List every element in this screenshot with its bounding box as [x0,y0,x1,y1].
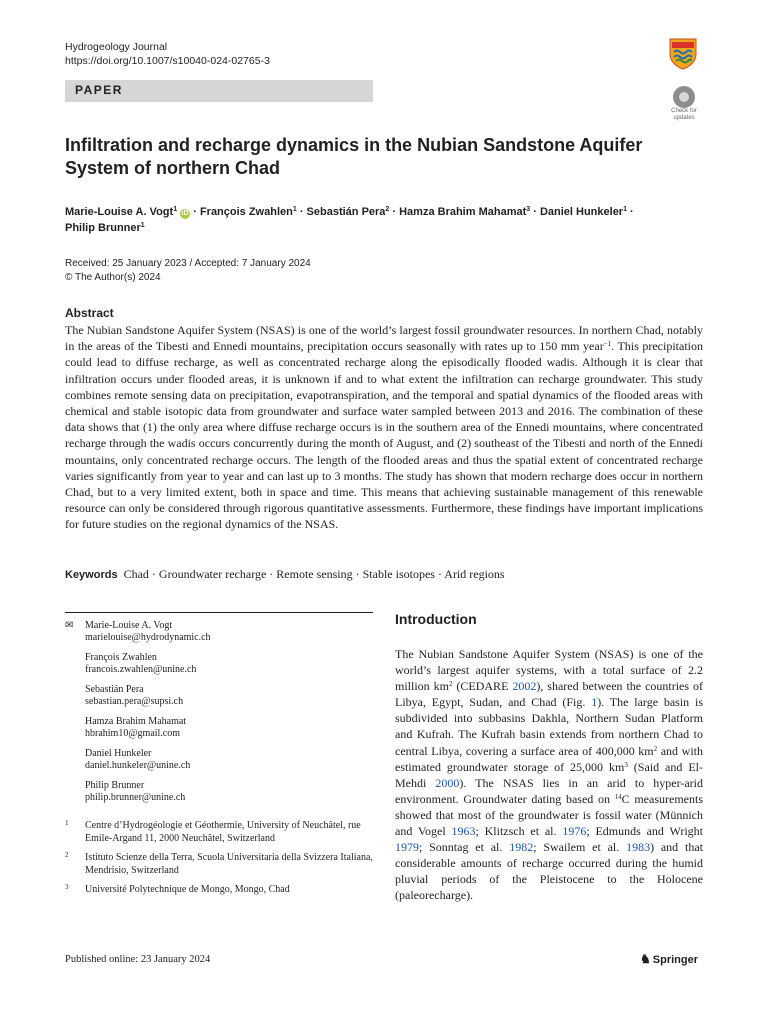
abstract-text: The Nubian Sandstone Aquifer System (NSAS) is one of the world’s largest fossil groundwater resources. In northern Chad, notably in the areas of the Tibesti and Ennedi mountains, precipitation occurs seasonally with rates up to 150 mm year [65,323,703,354]
author-list: Marie-Louise A. Vogt$^1$ iD · François Zwahlen$^1$ · Sebastián Pera$^2$ · Hamza Brahim Mahamat$^3$ · Daniel Hunkeler$^1$ · Philip Brunner$^1$ [65,206,634,234]
doi-link[interactable]: https://doi.org/10.1007/s10040-024-02765-3 [65,55,270,67]
keywords-label: Keywords [65,569,118,581]
author-affiliation-ref: 1 [173,206,178,213]
contact-list [65,620,385,812]
affiliation-entry [65,884,385,897]
published-online: Published online: 23 January 2024 [65,954,211,965]
intro-text: (CEDARE [452,679,513,694]
intro-superscript: 3 [624,760,628,769]
citation-link[interactable]: 1983 [626,840,651,855]
citation-link[interactable]: 1963 [451,824,476,839]
journal-logo-icon [666,36,700,70]
publisher-logo [640,952,698,966]
affiliation-entry [65,852,385,877]
affiliation-list [65,820,385,904]
contact-entry [65,620,385,644]
springer-horse-icon: ♞ [640,952,651,966]
intro-text: ; Klitzsch et al. [475,824,563,839]
abstract-text-cont: . This precipitation could lead to diffuse recharge, as well as concentrated recharge along the episodically flooded wadis. Although it is clear that infiltration occurs under flooded areas, it is unknown if and to what extent the infiltration can recharge groundwater. This study combines remote sensing data on precipitation, evapotranspiration, and the temporal and spatial dynamics of the flooded areas with chemical and stable isotopic data from groundwater and surface water sampled between 2013 and 2016. The combination of these data shows that (1) the only area where diffuse recharge occurs is in the southern area of the Ennedi mountains, where concentrated recharge through the wadis occurs concurrently during the month of August, and (2) southeast of the Tibesti and north of the Ennedi mountains, only concentrated recharge occurs. The length of the flooded areas and thus the spatial extent of concentrated recharge varies significantly from year to year and can last up to 3 months. The study has shown that modern recharge does occur in northern Chad, but to a very limited extent, both in space and time. This means that achieving sustainable management of this renewable resource can only be considered through rigorous quantitative assessments. Furthermore, these findings have important implications for future studies on the regional dynamics of the NSAS. [65,339,703,532]
orcid-icon[interactable]: iD [181,210,189,217]
contact-entry [65,652,385,676]
intro-superscript: 2 [653,744,658,753]
citation-link[interactable]: 1 [591,695,598,710]
affiliation-text: Université Polytechnique de Mongo, Mongo, Chad [85,884,290,895]
author-name[interactable]: Daniel Hunkeler [539,206,624,218]
affiliation-text: Centre d’Hydrogéologie et Géothermie, University of Neuchâtel, rue Emile-Argand 11, 2000 Neuchâtel, Switzerland [85,820,361,844]
contact-email[interactable]: daniel.hunkeler@unine.ch [85,760,191,771]
citation-link[interactable]: 1982 [509,840,534,855]
contact-email[interactable]: francois.zwahlen@unine.ch [85,664,197,675]
affiliation-text: Istituto Scienze della Terra, Scuola Universitaria della Svizzera Italiana, Mendrisio, Switzerland [85,852,373,876]
contact-email[interactable]: marielouise@hydrodynamic.ch [85,632,211,643]
author-name[interactable]: Marie-Louise A. Vogt [65,206,174,218]
check-for-updates-badge [673,86,695,108]
keywords [65,566,705,583]
intro-text: ; Edmunds and Wright [586,824,703,839]
contact-name: Hamza Brahim Mahamat [85,716,187,727]
journal-header [65,40,270,68]
intro-text: ). The NSAS lies in an arid to hyper-arid environment. Groundwater dating based on [395,775,703,806]
author-name[interactable]: Philip Brunner [65,222,141,234]
check-for-updates-line2: updates [673,115,695,121]
affiliation-number: 1 [65,819,69,827]
journal-logo [666,36,700,70]
introduction-heading: Introduction [395,611,477,627]
contact-entry [65,684,385,708]
author-name[interactable]: Sebastián Pera [306,206,386,218]
received-accepted: Received: 25 January 2023 / Accepted: 7 January 2024 [65,258,311,269]
intro-text: (Said and El-Mehdi [395,759,703,790]
section-label-bar [65,80,373,102]
abstract-superscript: −1 [603,340,612,349]
affiliation-number: 3 [65,883,69,891]
citation-link[interactable]: 2000 [435,775,460,790]
contact-name: Daniel Hunkeler [85,748,152,759]
intro-text: ), shared between the countries of Libya, Egypt, Sudan, and Chad (Fig. [395,679,703,710]
publisher-name: Springer [652,954,698,966]
citation-link[interactable]: 1976 [562,824,587,839]
author-affiliation-ref: 1 [140,222,145,229]
intro-superscript: 2 [448,680,453,689]
contact-entry [65,780,385,804]
section-label: PAPER [75,83,123,97]
author-affiliation-ref: 1 [623,206,627,213]
check-for-updates-icon[interactable] [666,86,702,124]
check-for-updates-line1: Check for [671,108,697,114]
contact-name: Sebastián Pera [85,684,144,695]
abstract-body [65,322,703,533]
keywords-text: Chad · Groundwater recharge · Remote sensing · Stable isotopes · Arid regions [123,567,505,581]
abstract-heading: Abstract [65,306,114,320]
intro-text: and with estimated groundwater storage of 25,000 km [395,743,703,774]
contact-email[interactable]: sebastian.pera@supsi.ch [85,696,184,707]
contact-entry [65,748,385,772]
author-affiliation-ref: 3 [526,206,531,213]
copyright: © The Author(s) 2024 [65,272,161,283]
intro-text: ; Swailem et al. [533,840,627,855]
citation-link[interactable]: 1979 [395,840,419,855]
intro-text: ). The large basin is subdivided into subbasins Dakhla, Northern Sudan Platform and Kufrah. The Kufrah basin extends from northern Chad to central Libya, covering a surface area of 400,000 km [395,695,703,758]
paper-title: Infiltration and recharge dynamics in the Nubian Sandstone Aquifer System of northern Chad [65,135,643,178]
contact-name: Marie-Louise A. Vogt [85,620,173,631]
contact-name: Philip Brunner [85,780,145,791]
journal-name: Hydrogeology Journal [65,41,168,53]
affiliation-number: 2 [65,851,69,859]
affiliation-entry [65,820,385,845]
contact-name: François Zwahlen [85,652,157,663]
intro-superscript: 14 [614,792,622,801]
intro-text: C measurements showed that most of the groundwater is fossil water (Münnich and Vogel [395,791,703,839]
author-name[interactable]: Hamza Brahim Mahamat [399,206,527,218]
contact-email[interactable]: philip.brunner@unine.ch [85,792,186,803]
author-affiliation-ref: 1 [292,206,297,213]
introduction-body [395,646,703,904]
contact-email[interactable]: hbrahim10@gmail.com [85,728,181,739]
publication-dates [65,257,311,285]
contact-entry [65,716,385,740]
envelope-icon: ✉ [65,620,74,631]
author-name[interactable]: François Zwahlen [199,206,293,218]
author-affiliation-ref: 2 [385,206,390,213]
intro-text: ; Sonntag et al. [419,840,510,855]
citation-link[interactable]: 2002 [512,679,537,694]
intro-text: The Nubian Sandstone Aquifer System (NSAS) is one of the world’s largest aquifer systems, with a total surface of 2.2 million km [395,647,703,694]
footnote-divider [65,612,373,613]
intro-text: ) and that considerable amounts of recharge occurred during the humid pluvial periods of the Pleistocene to the Holocene (paleorecharge). [395,840,703,903]
